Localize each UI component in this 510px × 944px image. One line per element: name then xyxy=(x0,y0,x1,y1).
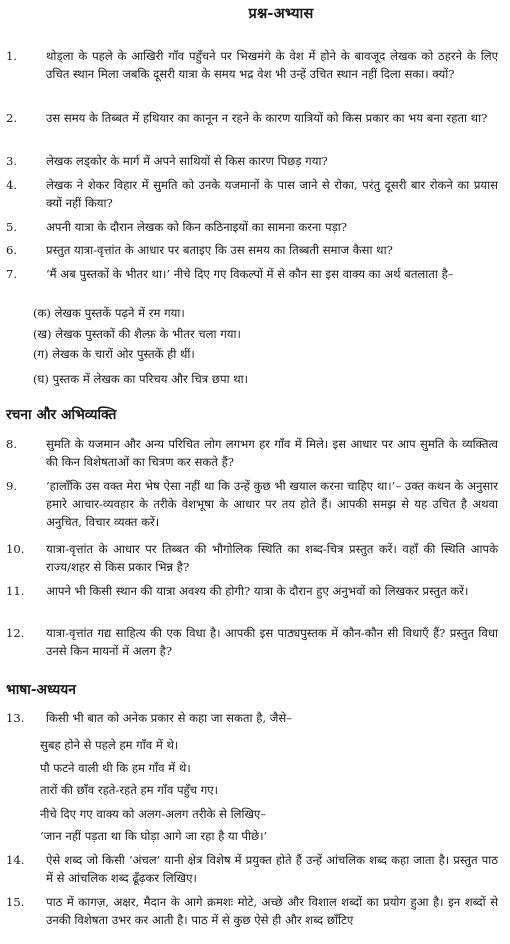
page-title: प्रश्न-अभ्यास xyxy=(248,5,314,22)
question-text: उस समय के तिब्बत में हथियार का कानून न रहने के कारण यात्रियों को किस प्रकार का भय बना रहता था? xyxy=(46,111,488,125)
question-text: पाठ में कागज़, अक्षर, मैदान के आगे क्रमशः मोटे, अच्छे और विशाल शब्दों का प्रयोग हुआ है। इन शब्दों से उनकी विशेषता उभर कर आती है। पाठ में से कुछ ऐसे ही और शब्द छाँटिए xyxy=(46,895,498,927)
option-kha: (ख) लेखक पुस्तकों की शैल्फ़ के भीतर चला गया। xyxy=(33,327,241,341)
question-text: अपनी यात्रा के दौरान लेखक को किन कठिनाइयों का सामना करना पड़ा? xyxy=(46,220,347,234)
question-number: 2. xyxy=(6,111,18,125)
question-text: यात्रा-वृत्तांत गद्य साहित्य की एक विधा है। आपकी इस पाठ्यपुस्तक में कौन-कौन सी विधाएँ हैं? प्रस्तुत विधा उनसे किन मायनों में अलग है? xyxy=(46,626,498,658)
question-number: 3. xyxy=(6,154,18,168)
question-number: 15. xyxy=(6,895,25,909)
question-10 xyxy=(6,541,498,577)
question-number: 1. xyxy=(6,49,18,63)
option-ga: (ग) लेखक के चारों ओर पुस्तकें ही थीं। xyxy=(33,347,195,361)
question-2 xyxy=(6,110,498,128)
question-text: सुमति के यजमान और अन्य परिचित लोग लगभग हर गाँव में मिले। इस आधार पर आप सुमति के व्यक्तित्व की किन विशेषताओं का चित्रण कर सकते हैं? xyxy=(46,437,498,469)
question-text: लेखक ने शेकर विहार में सुमति को उनके यजमानों के पास जाने से रोका, परंतु दूसरी बार रोकने का प्रयास क्यों नहीं किया? xyxy=(46,178,498,210)
question-text: प्रस्तुत यात्रा-वृत्तांत के आधार पर बताइए कि उस समय का तिब्बती समाज कैसा था? xyxy=(46,243,393,257)
question-15 xyxy=(6,894,498,930)
section-heading-bhasha: भाषा-अध्ययन xyxy=(6,682,76,698)
question-5 xyxy=(6,219,498,237)
question-text: आपने भी किसी स्थान की यात्रा अवश्य की होगी? यात्रा के दौरान हुए अनुभवों को लिखकर प्रस्तुत करें। xyxy=(46,584,469,598)
question-text: ‘मैं अब पुस्तकों के भीतर था।’ नीचे दिए गए विकल्पों में से कौन सा इस वाक्य का अर्थ बतलाता है– xyxy=(46,267,454,281)
question-number: 12. xyxy=(6,626,25,640)
question-11 xyxy=(6,583,498,601)
question-number: 14. xyxy=(6,853,25,867)
question-text: लेखक लड्कोर के मार्ग में अपने साथियों से किस कारण पिछड़ गया? xyxy=(46,154,328,168)
question-4 xyxy=(6,177,498,213)
question-number: 11. xyxy=(6,584,25,598)
example-line-2: पौ फटने वाली थी कि हम गाँव में थे। xyxy=(40,761,191,775)
example-line-1: सुबह होने से पहले हम गाँव में थे। xyxy=(40,738,179,752)
question-13 xyxy=(6,710,498,728)
question-7 xyxy=(6,266,498,284)
question-number: 5. xyxy=(6,220,18,234)
sentence-to-rewrite: ‘जान नहीं पड़ता था कि घोड़ा आगे जा रहा है या पीछे।’ xyxy=(40,829,268,843)
instruction-line: नीचे दिए गए वाक्य को अलग-अलग तरीके से लिखिए– xyxy=(40,807,267,821)
option-ka: (क) लेखक पुस्तकें पढ़ने में रम गया। xyxy=(33,306,185,320)
question-number: 7. xyxy=(6,267,18,281)
question-number: 9. xyxy=(6,479,18,493)
question-number: 10. xyxy=(6,542,25,556)
question-text: ‘हालाँकि उस वक्त मेरा भेष ऐसा नहीं था कि उन्हें कुछ भी खयाल करना चाहिए था।’– उक्त कथन के अनुसार हमारे आचार-व्यवहार के तरीके वेशभूषा के आधार पर तय होते हैं। आपकी समझ से यह उचित है अथवा अनुचित, विचार व्यक्त करें। xyxy=(46,479,498,529)
question-9 xyxy=(6,478,498,532)
question-text: यात्रा-वृत्तांत के आधार पर तिब्बत की भौगोलिक स्थिति का शब्द-चित्र प्रस्तुत करें। वहाँ की स्थिति आपके राज्य/शहर से किस प्रकार भिन्न है? xyxy=(46,542,498,574)
question-number: 13. xyxy=(6,711,25,725)
question-number: 8. xyxy=(6,437,18,451)
option-gha: (घ) पुस्तक में लेखक का परिचय और चित्र छपा था। xyxy=(33,372,249,386)
question-text: थोड्ला के पहले के आखिरी गाँव पहुँचने पर भिखमंगे के वेश में होने के बावजूद लेखक को ठहरने के लिए उचित स्थान मिला जबकि दूसरी यात्रा के समय भद्र वेश भी उन्हें उचित स्थान नहीं दिला सका। क्यों? xyxy=(46,49,498,81)
question-1 xyxy=(6,48,498,84)
question-text: ऐसे शब्द जो किसी ‘अंचल’ यानी क्षेत्र विशेष में प्रयुक्त होते हैं उन्हें आंचलिक शब्द कहा जाता है। प्रस्तुत पाठ में से आंचलिक शब्द ढूँढ़कर लिखिए। xyxy=(46,853,498,885)
question-text: किसी भी बात को अनेक प्रकार से कहा जा सकता है, जैसे– xyxy=(46,711,292,725)
section-heading-rachna: रचना और अभिव्यक्ति xyxy=(6,407,117,423)
question-14 xyxy=(6,852,498,888)
example-line-3: तारों की छाँव रहते-रहते हम गाँव पहुँच गए। xyxy=(40,783,219,797)
question-number: 6. xyxy=(6,243,18,257)
question-number: 4. xyxy=(6,178,18,192)
question-6 xyxy=(6,242,498,260)
question-3 xyxy=(6,153,498,171)
question-12 xyxy=(6,625,498,661)
question-8 xyxy=(6,436,498,472)
